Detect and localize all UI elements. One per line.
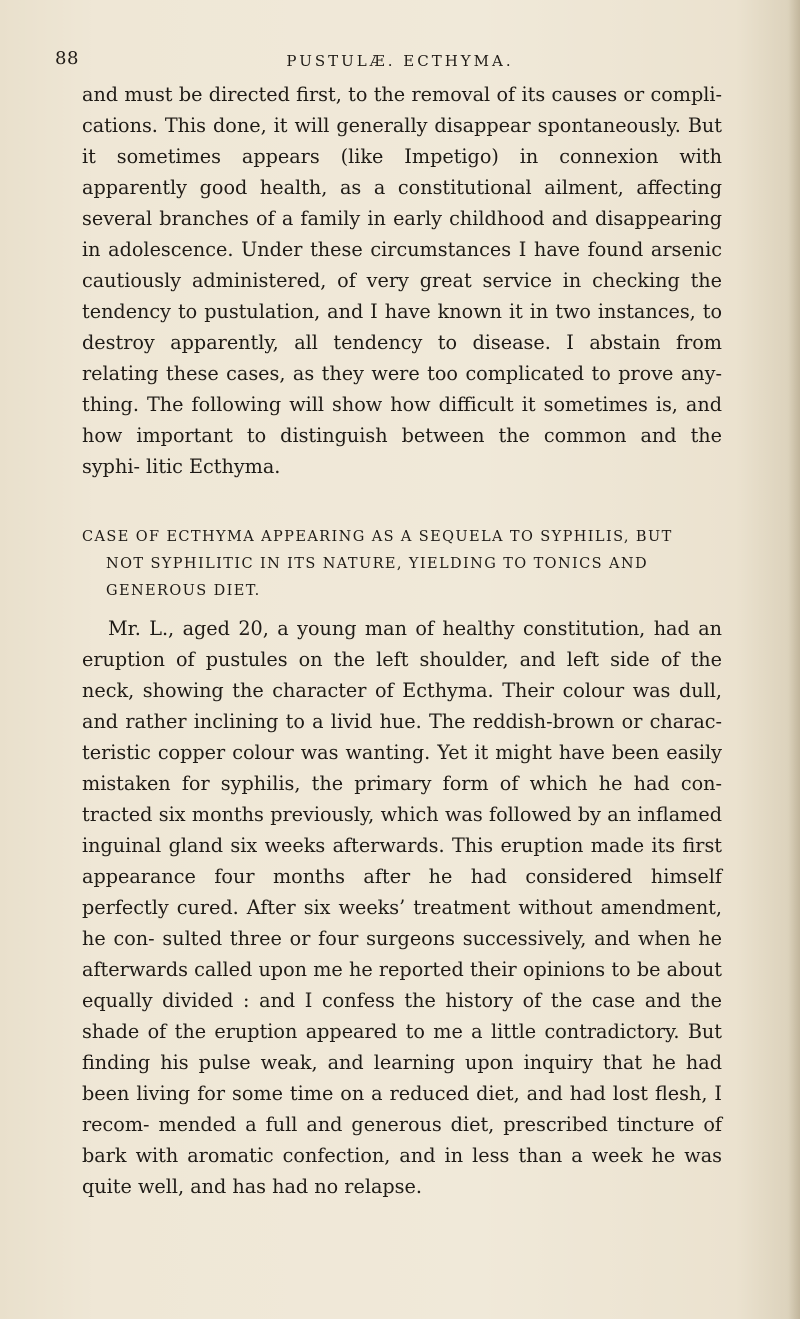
intro-paragraph-block — [82, 79, 722, 482]
case-heading-line-3: GENEROUS DIET. — [106, 583, 261, 599]
case-heading-line-1: CASE OF ECTHYMA APPEARING AS A SEQUELA TO SYPHILIS, BUT — [82, 529, 673, 545]
page-edge-shadow — [788, 0, 800, 1319]
case-heading-line-2: NOT SYPHILITIC IN ITS NATURE, YIELDING TO TONICS AND — [106, 556, 649, 572]
case-paragraph-block — [82, 613, 722, 1202]
case-heading — [82, 524, 722, 605]
page-number: 88 — [55, 48, 79, 69]
running-head: PUSTULÆ. ECTHYMA. — [286, 52, 514, 70]
paragraph-1: and must be directed first, to the removal of its causes or compli- cations. This done, it will generally disappear spontaneously. But it sometimes appears (like Impetigo) in connexion with apparently good health, as a constitutional ailment, affecting several branches of a family in early childhood and disappearing in adolescence. Under these circumstances I have found arsenic cautiously administered, of very great service in checking the tendency to pustulation, and I have known it in two instances, to destroy apparently, all tendency to disease. I abstain from relating these cases, as they were too complicated to prove any- thing. The following will show how difficult it sometimes is, and how important to distinguish between the common and the syphi- litic Ecthyma. — [82, 83, 722, 478]
paragraph-2: Mr. L., aged 20, a young man of healthy constitution, had an eruption of pustules on the left shoulder, and left side of the neck, showing the character of Ecthyma. Their colour was dull, and rather inclining to a livid hue. The reddish-brown or charac- teristic copper colour was wanting. Yet it might have been easily mistaken for syphilis, the primary form of which he had con- tracted six months previously, which was followed by an inflamed inguinal gland six weeks afterwards. This eruption made its first appearance four months after he had considered himself perfectly cured. After six weeks’ treatment without amendment, he con- sulted three or four surgeons successively, and when he afterwards called upon me he reported their opinions to be about equally divided : and I confess the history of the case and the shade of the eruption appeared to me a little contradictory. But finding his pulse weak, and learning upon inquiry that he had been living for some time on a reduced diet, and had lost flesh, I recom- mended a full and generous diet, prescribed tincture of bark with aromatic confection, and in less than a week he was quite well, and has had no relapse. — [82, 617, 722, 1198]
